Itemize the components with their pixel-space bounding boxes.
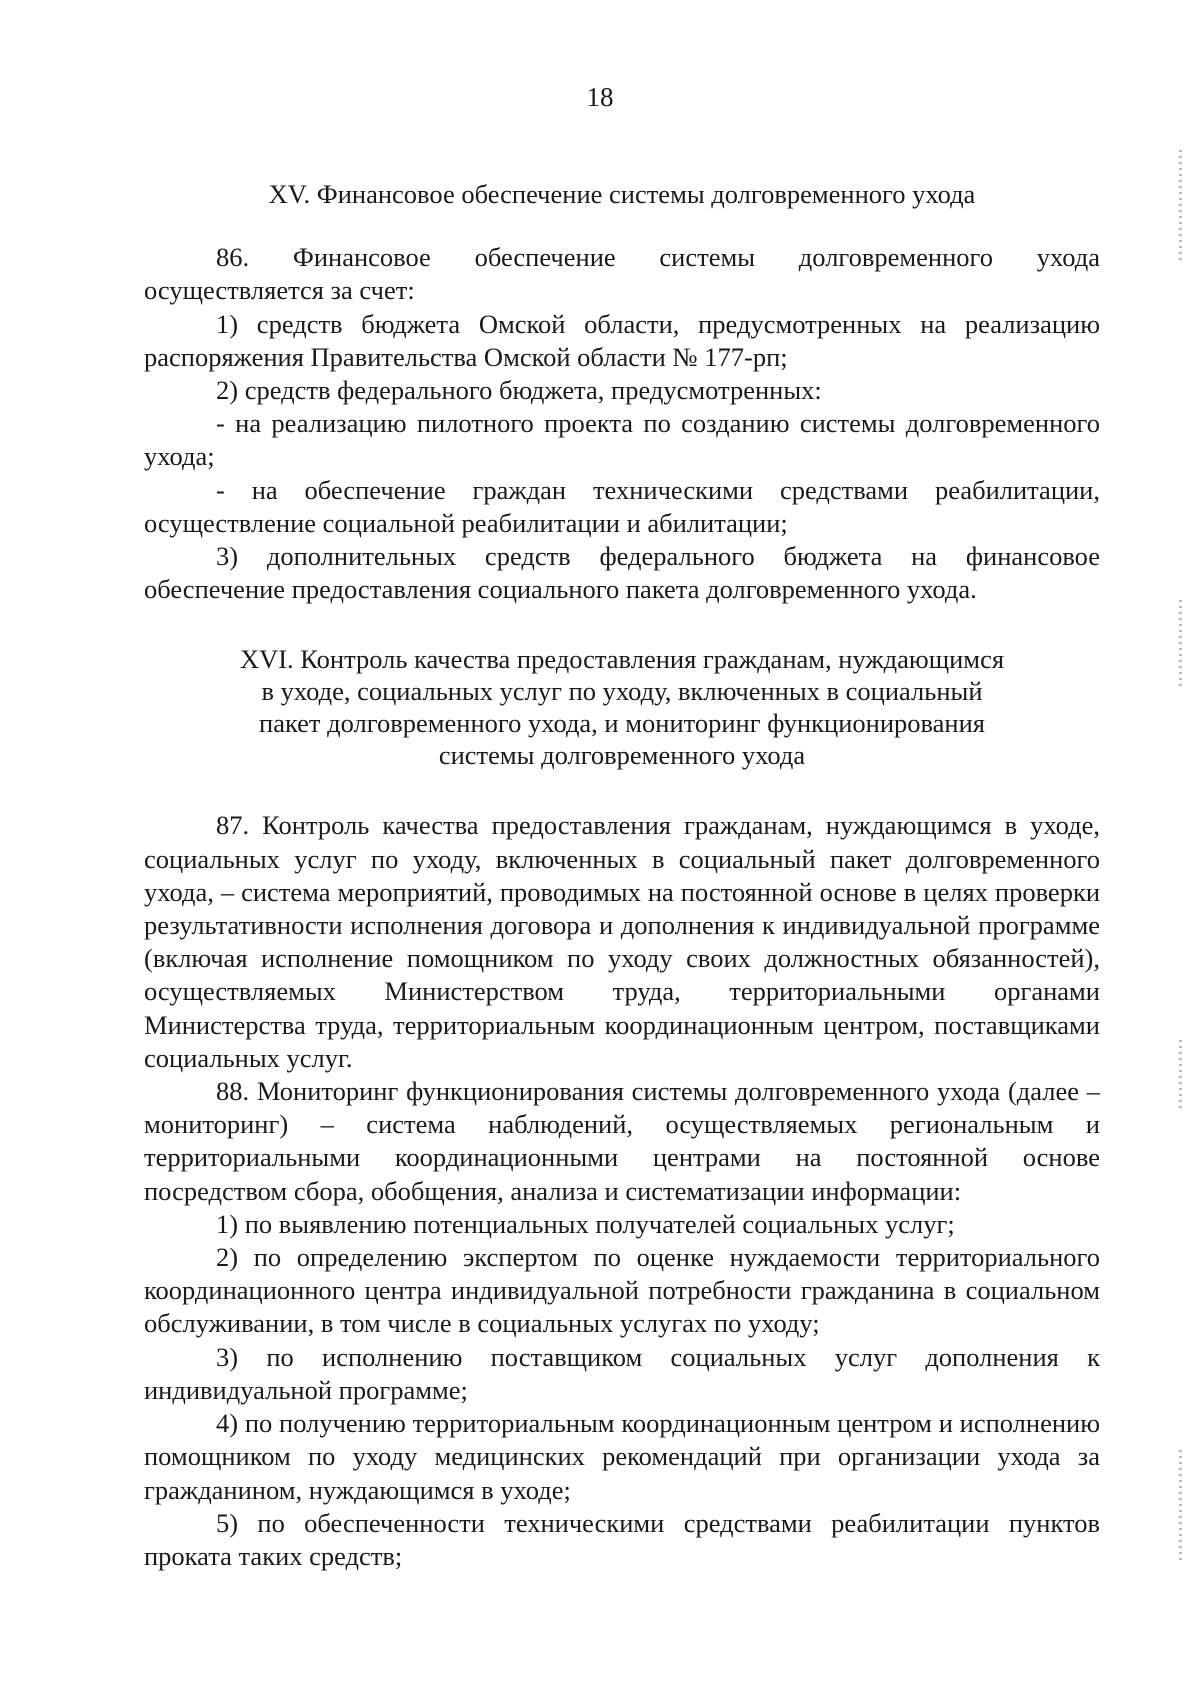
list-item-86-3: 3) дополнительных средств федерального бюджета на финансовое обеспечение предоставления социального пакета долговременного ухода. [144,541,1100,605]
list-item-86-2: 2) средств федерального бюджета, предусмотренных: [216,375,822,406]
section-xvi-heading-line: XVI. Контроль качества предоставления гражданам, нуждающимся [239,644,1005,675]
paragraph-88: 88. Мониторинг функционирования системы долговременного ухода (далее – мониторинг) – система наблюдений, осуществляемых региональным и территориальными координационными центрами на постоянной основе посредством сбора, обобщения, анализа и систематизации информации: [144,1076,1100,1206]
scan-edge-mark [1179,1450,1182,1560]
section-xvi-heading [144,643,1100,771]
scan-edge-mark [1179,150,1182,260]
list-item-88-1: 1) по выявлению потенциальных получателей социальных услуг; [216,1208,955,1239]
page-number: 18 [586,82,614,112]
section-xvi-heading-line: системы долговременного ухода [438,740,806,771]
scan-edge-mark [1179,1040,1182,1110]
list-item-86-2-a: - на реализацию пилотного проекта по созданию системы долговременного ухода; [144,408,1100,472]
list-item-86-2-b: - на обеспечение граждан техническими средствами реабилитации, осуществление социальной реабилитации и абилитации; [144,474,1100,538]
paragraph-86: 86. Финансовое обеспечение системы долговременного ухода осуществляется за счет: [144,242,1100,306]
document-body [144,178,1100,1573]
scan-edge-mark [1179,600,1182,690]
section-xv-heading: XV. Финансовое обеспечение системы долговременного ухода [268,179,976,209]
section-xvi-heading-line: пакет долговременного ухода, и мониторинг функционирования [259,708,985,739]
list-item-88-3: 3) по исполнению поставщиком социальных услуг дополнения к индивидуальной программе; [144,1341,1100,1405]
section-xvi-heading-line: в уходе, социальных услуг по уходу, включенных в социальный [261,676,983,707]
list-item-86-1: 1) средств бюджета Омской области, предусмотренных на реализацию распоряжения Правительства Омской области № 177-рп; [144,308,1100,372]
list-item-88-5: 5) по обеспеченности техническими средствами реабилитации пунктов проката таких средств; [144,1507,1100,1571]
list-item-88-2: 2) по определению экспертом по оценке нуждаемости территориального координационного центра индивидуальной потребности гражданина в социальном обслуживании, в том числе в социальных услугах по уходу; [144,1242,1100,1339]
list-item-88-4: 4) по получению территориальным координационным центром и исполнению помощником по уходу медицинских рекомендаций при организации ухода за гражданином, нуждающимся в уходе; [144,1408,1100,1505]
paragraph-87: 87. Контроль качества предоставления гражданам, нуждающимся в уходе, социальных услуг по уходу, включенных в социальный пакет долговременного ухода, – система мероприятий, проводимых на постоянной основе в целях проверки результативности исполнения договора и дополнения к индивидуальной программе (включая исполнение помощником по уходу своих должностных обязанностей), осуществляемых Министерством труда, территориальными органами Министерства труда, территориальным координационным центром, поставщиками социальных услуг. [144,810,1100,1073]
